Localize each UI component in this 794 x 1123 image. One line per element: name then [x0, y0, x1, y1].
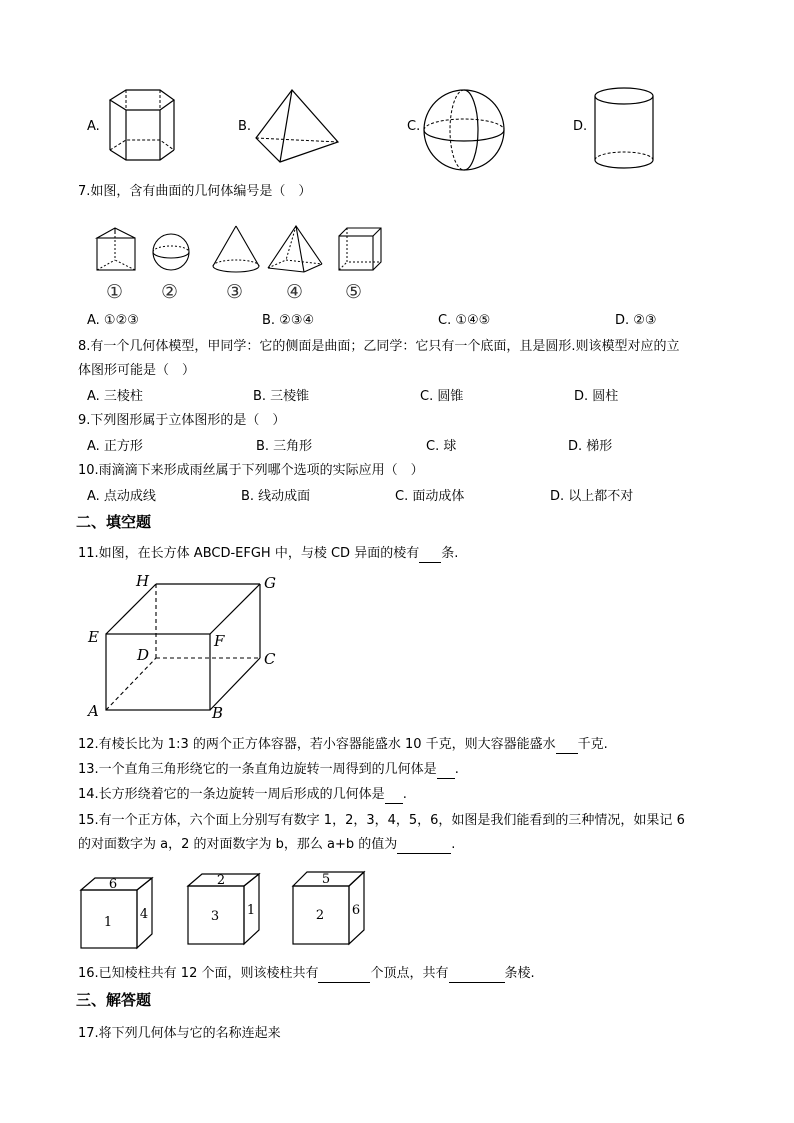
vertex-label-g: G: [264, 574, 276, 592]
q6-option-a-label: A.: [87, 119, 100, 134]
figure-number-2: ②: [161, 281, 179, 303]
cone-figure: [211, 224, 261, 274]
q7-option-c: C. ①④⑤: [438, 313, 491, 328]
cube-view-2: [187, 872, 263, 946]
vertex-label-d: D: [137, 646, 150, 664]
q16-stem-mid: 个顶点，共有: [370, 966, 449, 981]
q9-option-a: A. 正方形: [87, 439, 143, 454]
figure-number-5: ⑤: [345, 281, 363, 303]
vertex-label-e: E: [88, 628, 99, 646]
figure-number-1: ①: [106, 281, 124, 303]
q8-stem-line2: 体图形可能是（ ）: [78, 363, 196, 378]
figure-number-3: ③: [226, 281, 244, 303]
cube-3-side-number: 6: [351, 903, 361, 918]
q11-stem-text: 11.如图，在长方体 ABCD-EFGH 中，与棱 CD 异面的棱有: [78, 546, 420, 561]
cube-view-1: [80, 876, 156, 950]
q16-vertices-blank[interactable]: [318, 968, 370, 983]
q8-option-c: C. 圆锥: [420, 389, 464, 404]
cuboid-figure: [82, 570, 282, 720]
vertex-label-b: B: [212, 704, 224, 722]
q13-stem: [78, 761, 459, 779]
vertex-label-h: H: [136, 572, 150, 590]
q7-option-a: A. ①②③: [87, 313, 139, 328]
q13-answer-blank[interactable]: [437, 764, 455, 779]
triangular-prism-figure: [95, 226, 139, 272]
q6-option-c-label: C.: [407, 119, 421, 134]
cube-2-front-number: 3: [210, 909, 220, 924]
q15-stem-end: .: [451, 837, 456, 852]
triangular-pyramid-figure: [252, 84, 342, 166]
q8-option-d: D. 圆柱: [574, 389, 619, 404]
q6-option-d-label: D.: [573, 119, 588, 134]
q16-edges-blank[interactable]: [449, 968, 505, 983]
cube-figure: [337, 226, 383, 272]
cube-view-3: [292, 870, 368, 946]
q7-option-d: D. ②③: [615, 313, 657, 328]
q12-stem-text: 12.有棱长比为 1:3 的两个正方体容器，若小容器能盛水 10 千克，则大容器能盛水: [78, 737, 556, 752]
q11-stem-end: 条.: [441, 546, 459, 561]
hexagonal-prism-figure: [100, 86, 180, 166]
q13-stem-end: .: [454, 762, 459, 777]
q16-stem: [78, 965, 535, 983]
q13-stem-text: 13.一个直角三角形绕它的一条直角边旋转一周得到的几何体是: [78, 762, 437, 777]
q12-answer-blank[interactable]: [556, 739, 578, 754]
cube-2-top-number: 2: [216, 873, 226, 888]
q8-option-a: A. 三棱柱: [87, 389, 143, 404]
vertex-label-f: F: [214, 632, 225, 650]
vertex-label-c: C: [264, 650, 276, 668]
sphere-figure: [422, 88, 506, 172]
section-2-heading: 二、填空题: [76, 513, 152, 531]
q12-stem-end: 千克.: [577, 737, 608, 752]
q9-option-c: C. 球: [426, 439, 457, 454]
q11-answer-blank[interactable]: [419, 548, 441, 563]
q6-option-b-label: B.: [238, 119, 252, 134]
cylinder-figure: [592, 86, 656, 172]
q7-option-b: B. ②③④: [262, 313, 315, 328]
cube-1-front-number: 1: [103, 915, 113, 930]
q10-option-a: A. 点动成线: [87, 489, 156, 504]
q14-stem-text: 14.长方形绕着它的一条边旋转一周后形成的几何体是: [78, 787, 385, 802]
q9-option-b: B. 三角形: [256, 439, 313, 454]
q10-option-b: B. 线动成面: [241, 489, 311, 504]
q15-stem-line2: [78, 836, 455, 854]
q9-stem: 9.下列图形属于立体图形的是（ ）: [78, 413, 286, 428]
q12-stem: [78, 736, 608, 754]
q8-stem-line1: 8.有一个几何体模型，甲同学：它的侧面是曲面；乙同学：它只有一个底面，且是圆形.则该模型对应的立: [78, 339, 680, 354]
section-3-heading: 三、解答题: [76, 991, 152, 1009]
cube-3-top-number: 5: [321, 872, 331, 887]
q7-stem: 7.如图，含有曲面的几何体编号是（ ）: [78, 184, 312, 199]
q14-stem-end: .: [402, 787, 407, 802]
q14-answer-blank[interactable]: [385, 789, 403, 804]
ball-figure: [151, 232, 191, 272]
cube-1-top-number: 6: [108, 877, 118, 892]
vertex-label-a: A: [88, 702, 99, 720]
cube-2-side-number: 1: [246, 903, 256, 918]
q15-stem-line1: 15.有一个正方体，六个面上分别写有数字 1，2，3，4，5，6，如图是我们能看到的三种情况，如果记 6: [78, 813, 685, 828]
figure-number-4: ④: [286, 281, 304, 303]
q10-option-c: C. 面动成体: [395, 489, 465, 504]
q9-option-d: D. 梯形: [568, 439, 613, 454]
cube-1-side-number: 4: [139, 907, 149, 922]
q17-stem: 17.将下列几何体与它的名称连起来: [78, 1026, 281, 1041]
q16-stem-text: 16.已知棱柱共有 12 个面，则该棱柱共有: [78, 966, 319, 981]
q14-stem: [78, 786, 407, 804]
q15-answer-blank[interactable]: [397, 839, 451, 854]
q15-stem-text: 的对面数字为 a，2 的对面数字为 b，那么 a+b 的值为: [78, 837, 398, 852]
cube-3-front-number: 2: [315, 908, 325, 923]
q11-stem: [78, 545, 458, 563]
q8-option-b: B. 三棱锥: [253, 389, 310, 404]
q16-stem-end: 条棱.: [504, 966, 535, 981]
q10-stem: 10.雨滴滴下来形成雨丝属于下列哪个选项的实际应用（ ）: [78, 463, 424, 478]
q10-option-d: D. 以上都不对: [550, 489, 634, 504]
pyramid-figure: [266, 224, 324, 274]
